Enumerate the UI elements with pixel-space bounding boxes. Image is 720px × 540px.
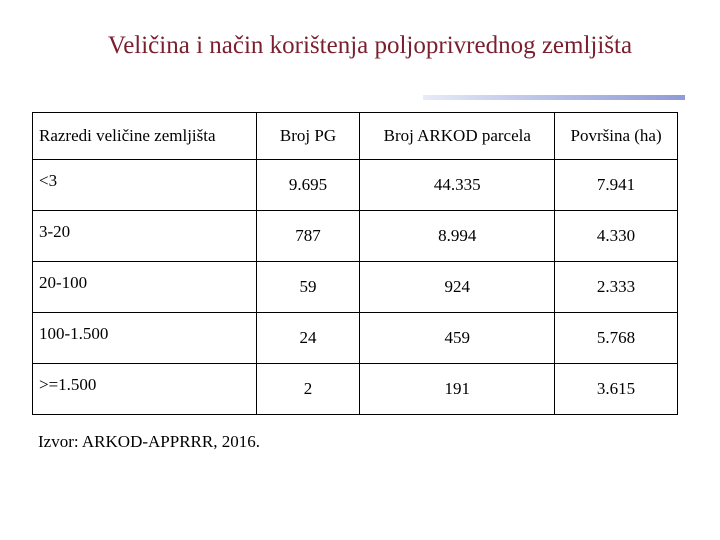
cell-arkod-parcels: 44.335 <box>360 160 555 211</box>
table-row <box>33 211 678 262</box>
header-farm-count: Broj PG <box>256 113 360 160</box>
cell-arkod-parcels: 8.994 <box>360 211 555 262</box>
cell-size-class: 100-1.500 <box>33 313 257 364</box>
table-row <box>33 313 678 364</box>
land-size-table <box>32 112 678 415</box>
cell-farm-count: 2 <box>256 364 360 415</box>
cell-area: 4.330 <box>555 211 678 262</box>
title-accent-bar <box>423 95 685 100</box>
cell-farm-count: 9.695 <box>256 160 360 211</box>
cell-size-class: 20-100 <box>33 262 257 313</box>
cell-area: 3.615 <box>555 364 678 415</box>
header-size-class: Razredi veličine zemljišta <box>33 113 257 160</box>
cell-farm-count: 24 <box>256 313 360 364</box>
table-header-row <box>33 113 678 160</box>
cell-farm-count: 59 <box>256 262 360 313</box>
cell-size-class: >=1.500 <box>33 364 257 415</box>
header-area: Površina (ha) <box>555 113 678 160</box>
cell-arkod-parcels: 191 <box>360 364 555 415</box>
cell-arkod-parcels: 924 <box>360 262 555 313</box>
cell-size-class: 3-20 <box>33 211 257 262</box>
source-note: Izvor: ARKOD-APPRRR, 2016. <box>38 432 260 451</box>
cell-farm-count: 787 <box>256 211 360 262</box>
cell-area: 5.768 <box>555 313 678 364</box>
table-row <box>33 364 678 415</box>
cell-size-class: <3 <box>33 160 257 211</box>
header-arkod-parcels: Broj ARKOD parcela <box>360 113 555 160</box>
table-row <box>33 160 678 211</box>
cell-arkod-parcels: 459 <box>360 313 555 364</box>
cell-area: 2.333 <box>555 262 678 313</box>
cell-area: 7.941 <box>555 160 678 211</box>
slide-title: Veličina i način korištenja poljoprivrednog zemljišta <box>107 32 633 59</box>
table-row <box>33 262 678 313</box>
